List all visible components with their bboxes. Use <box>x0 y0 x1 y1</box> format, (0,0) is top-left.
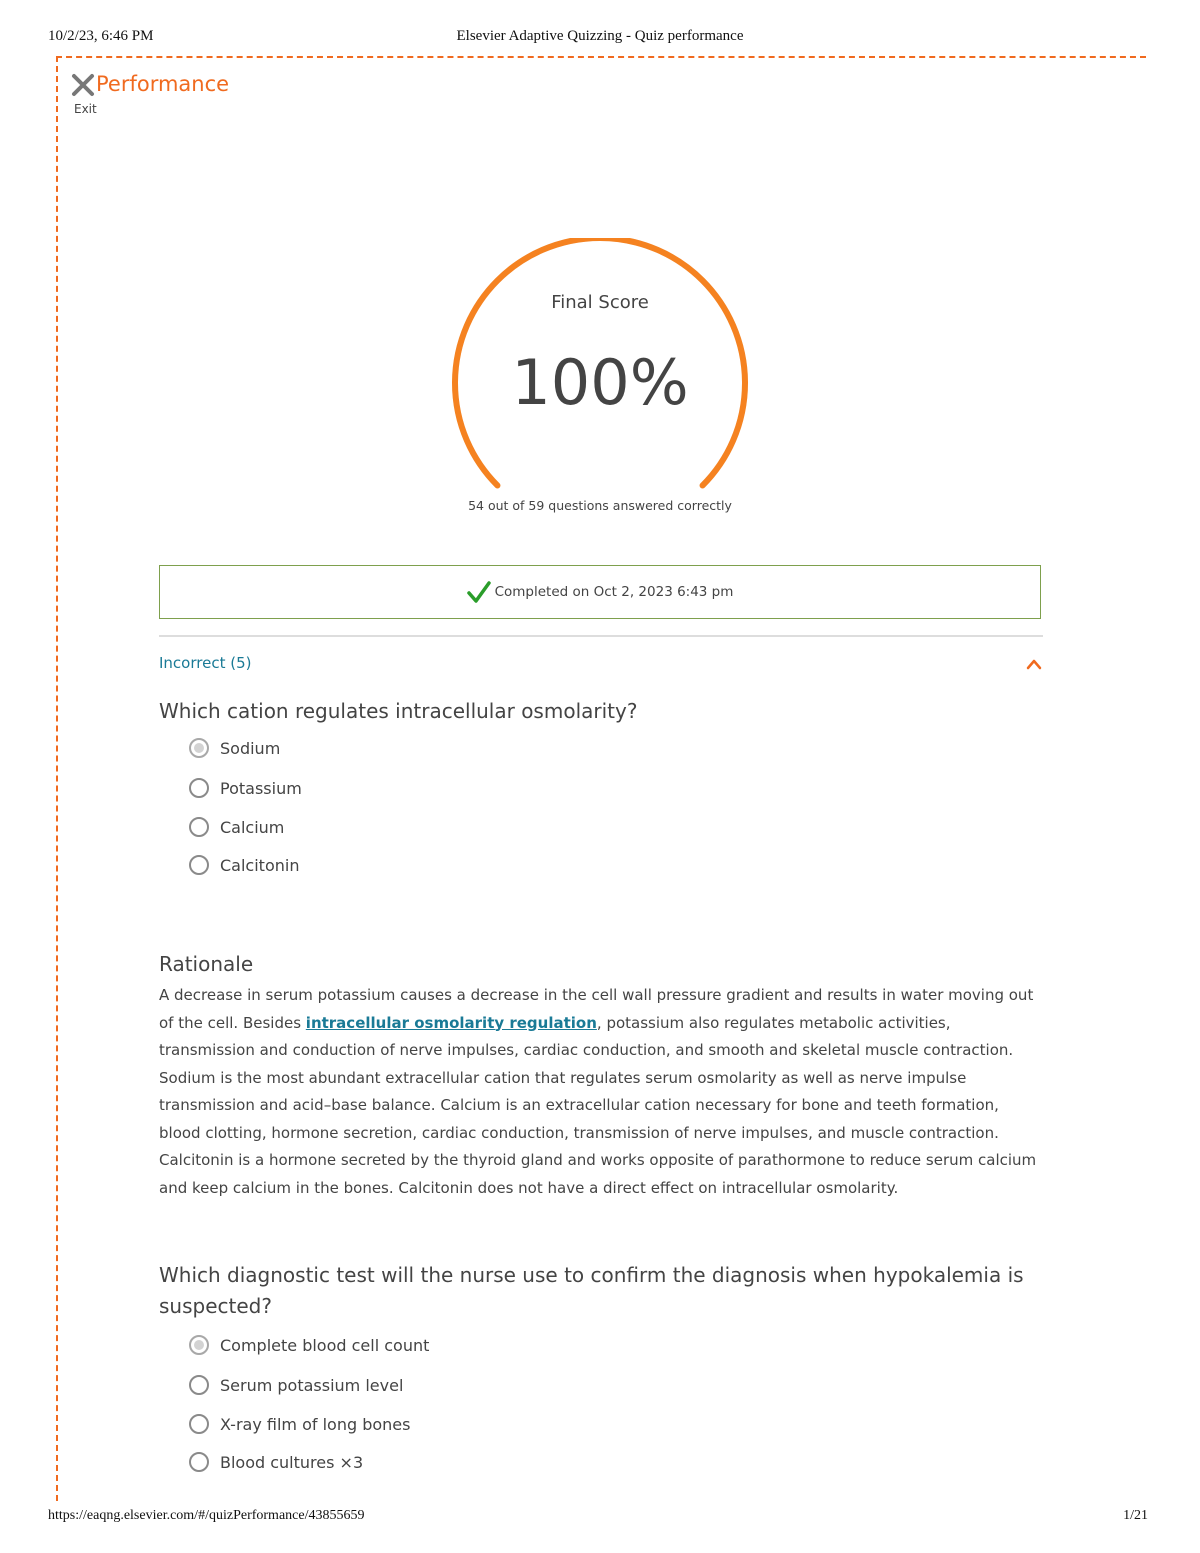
option-label: Blood cultures ×3 <box>220 1452 364 1472</box>
incorrect-section-toggle[interactable]: Incorrect (5) <box>159 654 252 672</box>
answer-option[interactable] <box>189 734 280 762</box>
radio-icon[interactable] <box>189 1452 209 1472</box>
radio-icon[interactable] <box>189 738 209 758</box>
radio-icon[interactable] <box>189 1335 209 1355</box>
frame-border-left <box>56 56 58 1501</box>
answer-option[interactable] <box>189 851 299 879</box>
print-url: https://eaqng.elsevier.com/#/quizPerformance/43855659 <box>48 1508 365 1523</box>
checkmark-icon <box>467 580 491 604</box>
final-score-gauge <box>452 238 748 498</box>
page-title: Performance <box>96 72 230 96</box>
print-page-title: Elsevier Adaptive Quizzing - Quiz performance <box>456 28 744 44</box>
rationale-link[interactable]: intracellular osmolarity regulation <box>305 1013 597 1032</box>
question-text: Which cation regulates intracellular osmolarity? <box>159 699 638 723</box>
answer-option[interactable] <box>189 774 302 802</box>
option-label: Sodium <box>220 738 281 758</box>
completed-text: Completed on Oct 2, 2023 6:43 pm <box>494 584 734 600</box>
radio-icon[interactable] <box>189 778 209 798</box>
option-label: Potassium <box>220 778 302 798</box>
rationale-heading: Rationale <box>159 952 254 976</box>
radio-icon[interactable] <box>189 855 209 875</box>
chevron-up-icon[interactable] <box>1026 658 1042 670</box>
completed-banner <box>159 565 1041 619</box>
option-label: Calcium <box>220 817 285 837</box>
answered-count: 54 out of 59 questions answered correctly <box>468 498 732 513</box>
radio-icon[interactable] <box>189 817 209 837</box>
option-label: Complete blood cell count <box>220 1335 430 1355</box>
exit-link[interactable]: Exit <box>74 102 97 116</box>
answer-option[interactable] <box>189 1371 403 1399</box>
option-label: Calcitonin <box>220 855 300 875</box>
answer-option[interactable] <box>189 1331 429 1359</box>
final-score-value: 100% <box>511 346 689 419</box>
question-text: Which diagnostic test will the nurse use to confirm the diagnosis when hypokalemia is suspected? <box>159 1263 1024 1318</box>
print-datetime: 10/2/23, 6:46 PM <box>48 28 154 44</box>
rationale-body <box>159 982 1044 1202</box>
rationale-text: , potassium also regulates metabolic activities, transmission and conduction of nerve impulses, cardiac conduction, and smooth and skeletal muscle contraction. Sodium is the most abundant extracellular cation that regulates serum osmolarity as well as nerve impulse transmission and acid–base balance. Calcium is an extracellular cation necessary for bone and teeth formation, blood clotting, hormone secretion, cardiac conduction, transmission of nerve impulses, and muscle contraction. Calcitonin is a hormone secreted by the thyroid gland and works opposite of parathormone to reduce serum calcium and keep calcium in the bones. Calcitonin does not have a direct effect on intracellular osmolarity. <box>159 1013 1037 1197</box>
final-score-label: Final Score <box>551 292 649 313</box>
radio-icon[interactable] <box>189 1414 209 1434</box>
radio-icon[interactable] <box>189 1375 209 1395</box>
section-divider <box>159 635 1043 637</box>
frame-border-top <box>56 56 1146 58</box>
option-label: Serum potassium level <box>220 1375 404 1395</box>
close-x-icon[interactable] <box>70 72 96 98</box>
print-page-number: 1/21 <box>1123 1508 1148 1523</box>
option-label: X-ray film of long bones <box>220 1414 411 1434</box>
answer-option[interactable] <box>189 813 284 841</box>
rationale-text: A decrease in serum potassium causes a decrease in the cell wall pressure gradient and results in water moving out of the cell. Besides <box>159 986 1034 1032</box>
answer-option[interactable] <box>189 1410 410 1438</box>
answer-option[interactable] <box>189 1448 363 1476</box>
